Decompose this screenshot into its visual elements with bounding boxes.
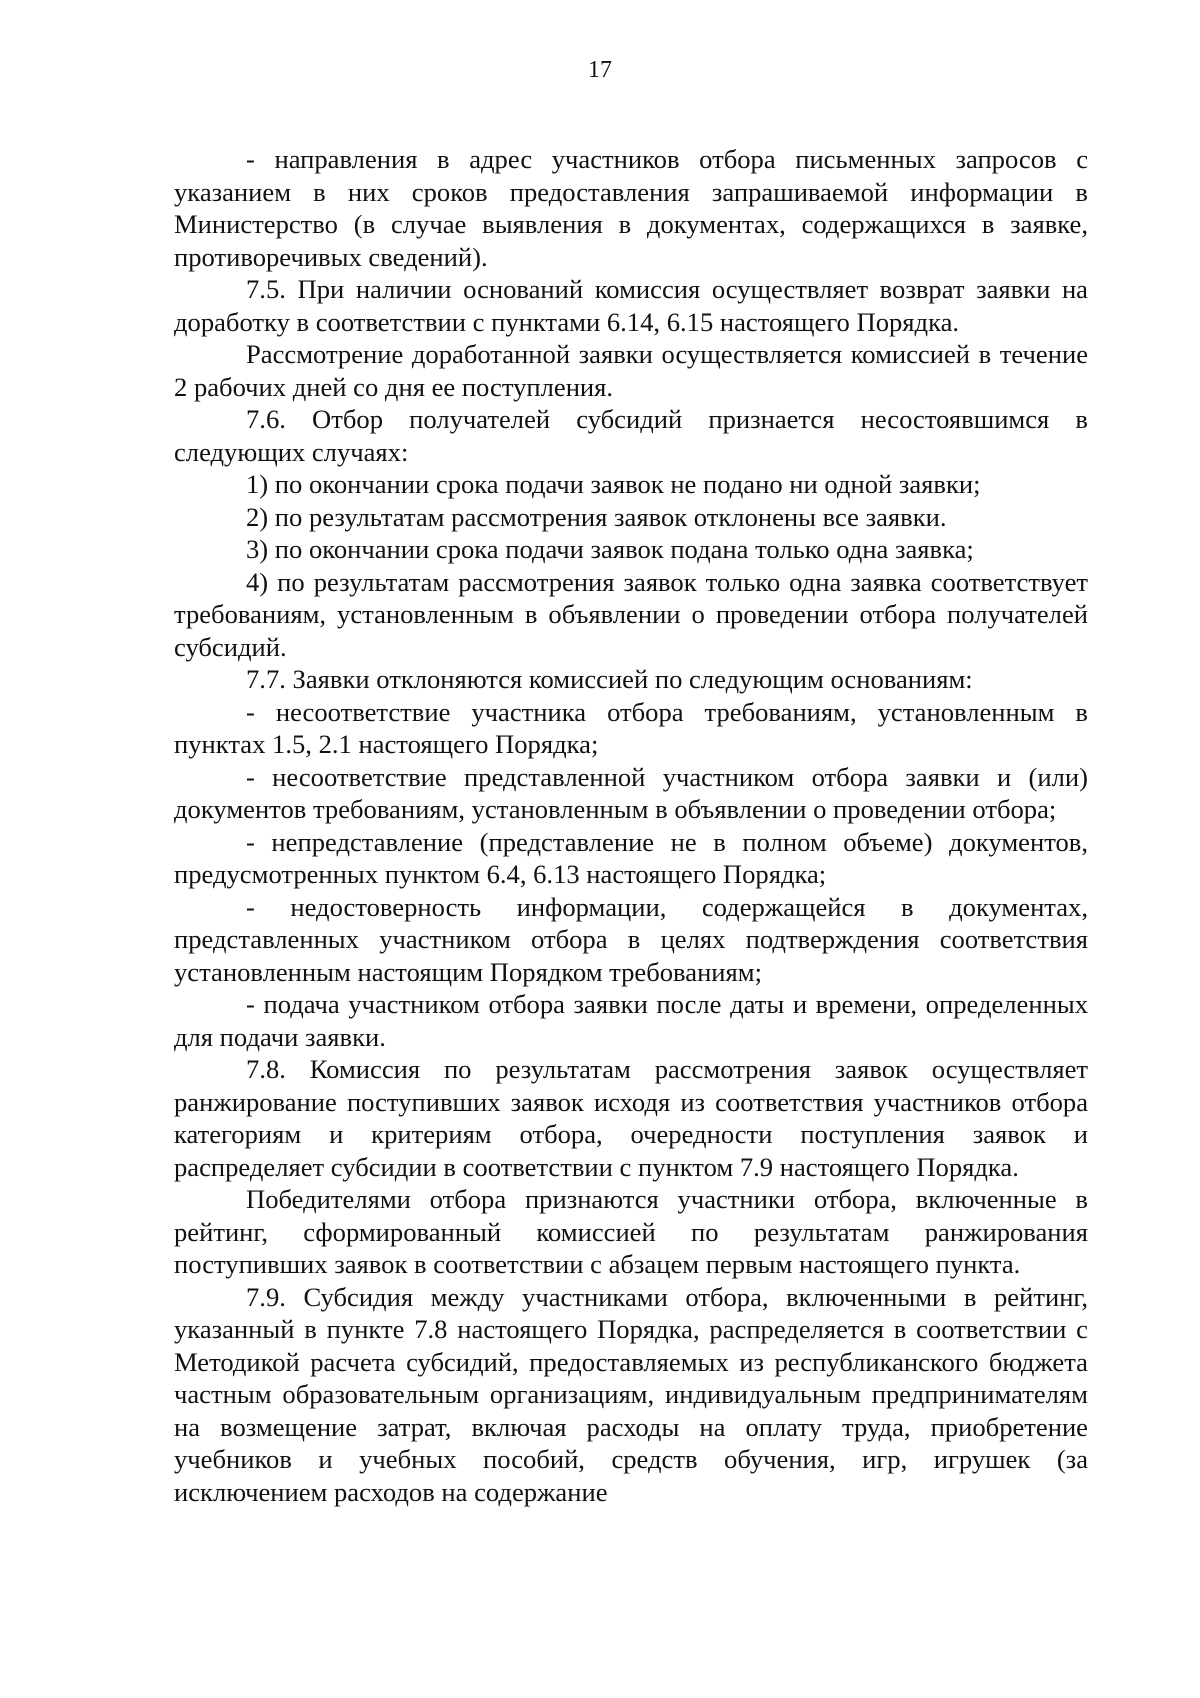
- paragraph: - подача участником отбора заявки после даты и времени, определенных для подачи заявки.: [174, 989, 1088, 1052]
- paragraph: Победителями отбора признаются участники отбора, включенные в рейтинг, сформированный комиссией по результатам ранжирования поступивших заявок в соответствии с абзацем первым настоящего пункта.: [174, 1184, 1088, 1279]
- page-number: 17: [588, 57, 612, 83]
- paragraph: 7.8. Комиссия по результатам рассмотрения заявок осуществляет ранжирование поступивших заявок исходя из соответствия участников отбора категориям и критериям отбора, очередности поступления заявок и распределяет субсидии в соответствии с пунктом 7.9 настоящего Порядка.: [174, 1054, 1088, 1182]
- paragraph: - несоответствие участника отбора требованиям, установленным в пунктах 1.5, 2.1 настоящего Порядка;: [174, 696, 1088, 759]
- paragraph: Рассмотрение доработанной заявки осуществляется комиссией в течение 2 рабочих дней со дня ее поступления.: [174, 339, 1088, 402]
- paragraph: 7.9. Субсидия между участниками отбора, включенными в рейтинг, указанный в пункте 7.8 настоящего Порядка, распределяется в соответствии с Методикой расчета субсидий, предоставляемых из республиканского бюджета частным образовательным организациям, индивидуальным предпринимателям на возмещение затрат, включая расходы на оплату труда, приобретение учебников и учебных пособий, средств обучения, игр, игрушек (за исключением расходов на содержание: [174, 1281, 1088, 1507]
- paragraph: 7.5. При наличии оснований комиссия осуществляет возврат заявки на доработку в соответствии с пунктами 6.14, 6.15 настоящего Порядка.: [174, 274, 1088, 337]
- paragraph: - несоответствие представленной участником отбора заявки и (или) документов требованиям, установленным в объявлении о проведении отбора;: [174, 761, 1088, 824]
- paragraph: 3) по окончании срока подачи заявок подана только одна заявка;: [246, 534, 974, 564]
- paragraph: 4) по результатам рассмотрения заявок только одна заявка соответствует требованиям, установленным в объявлении о проведении отбора получателей субсидий.: [174, 566, 1088, 662]
- paragraph: - непредставление (представление не в полном объеме) документов, предусмотренных пунктом 6.4, 6.13 настоящего Порядка;: [174, 826, 1088, 889]
- paragraph: 2) по результатам рассмотрения заявок отклонены все заявки.: [246, 501, 947, 532]
- paragraph: 1) по окончании срока подачи заявок не подано ни одной заявки;: [246, 469, 981, 499]
- paragraph: - направления в адрес участников отбора письменных запросов с указанием в них сроков предоставления запрашиваемой информации в Министерство (в случае выявления в документах, содержащихся в заявке, противоречивых сведений).: [174, 144, 1088, 272]
- document-body: [174, 143, 1088, 1508]
- paragraph: 7.7. Заявки отклоняются комиссией по следующим основаниям:: [246, 664, 973, 694]
- paragraph: 7.6. Отбор получателей субсидий признается несостоявшимся в следующих случаях:: [174, 404, 1088, 467]
- paragraph: - недостоверность информации, содержащейся в документах, представленных участником отбора в целях подтверждения соответствия установленным настоящим Порядком требованиям;: [174, 891, 1088, 987]
